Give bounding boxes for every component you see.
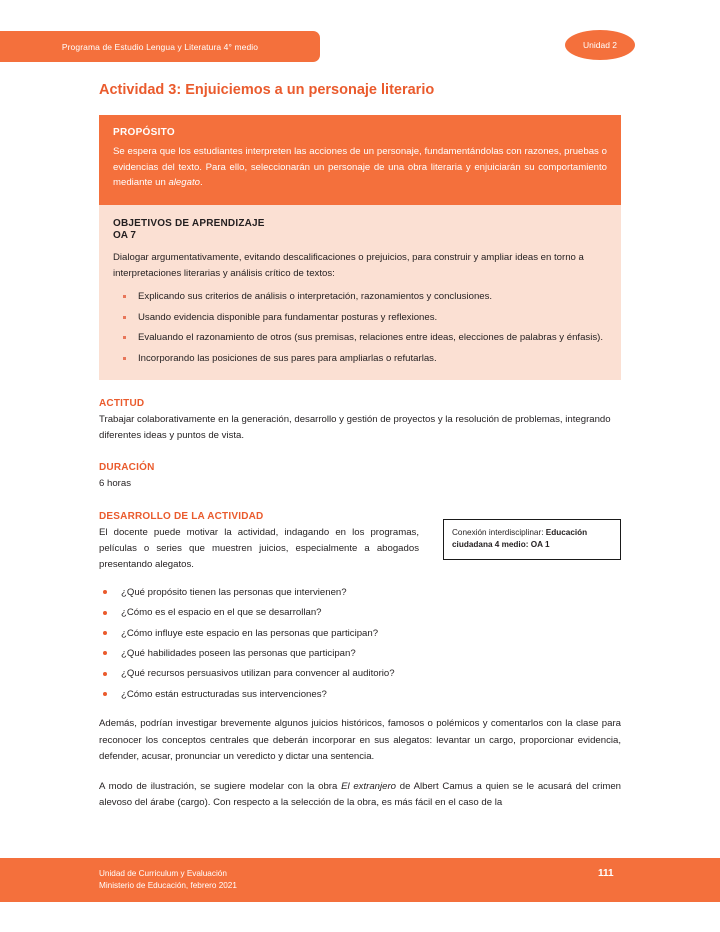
- unit-badge: [565, 30, 635, 60]
- list-item: ¿Cómo están estructuradas sus intervenciones?: [99, 688, 621, 703]
- list-item: ¿Qué habilidades poseen las personas que participan?: [99, 647, 621, 662]
- list-item: Explicando sus criterios de análisis o interpretación, razonamientos y conclusiones.: [113, 289, 607, 305]
- desarrollo-p3-part1: A modo de ilustración, se sugiere modelar con la obra: [99, 780, 342, 792]
- list-item: ¿Cómo es el espacio en el que se desarrollan?: [99, 606, 621, 621]
- proposito-text-part1: Se espera que los estudiantes interpreten las acciones de un personaje, fundamentándolas con razones, pruebas o evidencias del texto. Para ello, seleccionarán un personaje de una obra literaria y enjuiciarán su comportamiento mediante un: [113, 146, 607, 189]
- desarrollo-question-list: [99, 586, 621, 703]
- program-header-bar: [0, 31, 320, 62]
- objetivos-intro: Dialogar argumentativamente, evitando descalificaciones o prejuicios, para construir y ampliar ideas en torno a interpretaciones literarias y análisis crítico de textos:: [113, 251, 584, 279]
- list-item: Usando evidencia disponible para fundamentar posturas y reflexiones.: [113, 310, 607, 326]
- program-header-label: Programa de Estudio Lengua y Literatura 4° medio: [61, 41, 259, 52]
- desarrollo-paragraph-2: Además, podrían investigar brevemente algunos juicios históricos, famosos o polémicos y comentarlos con la clase para reconocer los conceptos centrales que deberán incorporar en sus alegatos: levantar un cargo, proporcionar evidencia, defender, acusar, pronunciar un veredicto y dictar una sentencia.: [99, 718, 621, 762]
- page-title: Actividad 3: Enjuiciemos a un personaje literario: [99, 82, 435, 98]
- list-item: ¿Cómo influye este espacio en las personas que participan?: [99, 627, 621, 642]
- proposito-box: [99, 115, 621, 205]
- objetivos-box: [99, 205, 621, 380]
- duracion-text: 6 horas: [99, 478, 131, 490]
- actitud-heading: ACTITUD: [99, 398, 145, 410]
- actitud-section: [99, 398, 621, 444]
- proposito-heading: PROPÓSITO: [113, 127, 175, 139]
- footer-text: [99, 868, 237, 892]
- duracion-heading: DURACIÓN: [99, 462, 155, 474]
- unit-badge-label: Unidad 2: [582, 40, 618, 50]
- duracion-section: [99, 462, 621, 492]
- proposito-text: [113, 144, 607, 191]
- objetivos-list: [113, 289, 607, 366]
- footer-page-number: 111: [598, 868, 614, 879]
- desarrollo-p3-part2: de Albert Camus a quien se le acusará del crimen alevoso del árabe (cargo). Con respecto a la selección de la obra, es más fácil en el caso de la: [99, 780, 621, 808]
- desarrollo-paragraph-3: [99, 779, 621, 811]
- objetivos-code: OA 7: [113, 229, 136, 241]
- list-item: Incorporando las posiciones de sus pares para ampliarlas o refutarlas.: [113, 351, 607, 367]
- footer-line-1: Unidad de Curriculum y Evaluación: [99, 869, 227, 878]
- conexion-label: Conexión interdisciplinar:: [452, 527, 546, 537]
- footer-line-2: Ministerio de Educación, febrero 2021: [99, 880, 237, 890]
- list-item: Evaluando el razonamiento de otros (sus premisas, relaciones entre ideas, elecciones de palabras y énfasis).: [113, 330, 607, 346]
- conexion-value: Educación ciudadana 4 medio: OA 1: [452, 527, 588, 549]
- proposito-emphasis: alegato: [168, 177, 200, 189]
- desarrollo-heading: DESARROLLO DE LA ACTIVIDAD: [99, 510, 264, 522]
- desarrollo-section: [99, 511, 621, 812]
- desarrollo-p3-emphasis: El extranjero: [341, 780, 396, 792]
- objetivos-heading: OBJETIVOS DE APRENDIZAJE: [113, 217, 265, 229]
- content-column: [99, 82, 621, 811]
- actitud-text: Trabajar colaborativamente en la generación, desarrollo y gestión de proyectos y la resolución de problemas, integrando diferentes ideas y puntos de vista.: [99, 414, 611, 442]
- proposito-text-part2: .: [199, 177, 203, 189]
- desarrollo-paragraph: El docente puede motivar la actividad, indagando en los programas, películas o series que muestren juicios, especialmente a abogados presentando alegatos.: [99, 526, 419, 570]
- list-item: ¿Qué recursos persuasivos utilizan para convencer al auditorio?: [99, 667, 621, 682]
- list-item: ¿Qué propósito tienen las personas que intervienen?: [99, 586, 621, 601]
- conexion-interdisciplinar-box: [443, 519, 621, 561]
